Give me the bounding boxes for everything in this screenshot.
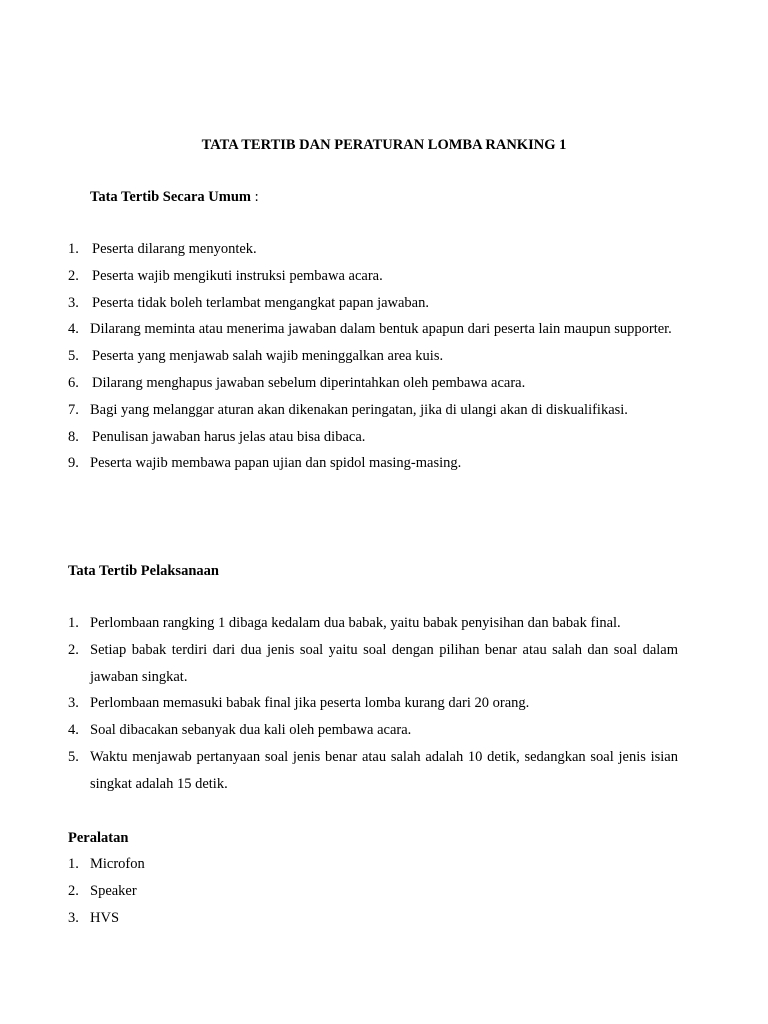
general-rules-list	[68, 236, 678, 477]
execution-rule-item	[68, 690, 678, 717]
list-item-text: Microfon	[90, 856, 145, 872]
list-item-text: Soal dibacakan sebanyak dua kali oleh pembawa acara.	[90, 722, 412, 739]
equipment-item	[68, 878, 678, 905]
equipment-item	[68, 851, 678, 878]
list-item-text: Bagi yang melanggar aturan akan dikenakan peringatan, jika di ulangi akan di diskualifikasi.	[90, 401, 628, 418]
general-rule-item	[68, 370, 678, 397]
list-number: 3.	[68, 294, 79, 311]
list-number: 4.	[68, 722, 79, 739]
general-rule-item	[68, 316, 678, 343]
execution-rule-item	[68, 744, 678, 798]
list-number: 2.	[68, 641, 79, 658]
equipment-item	[68, 905, 678, 932]
general-rules-heading-text: Tata Tertib Secara Umum	[90, 189, 251, 205]
list-item-text: Peserta wajib membawa papan ujian dan spidol masing-masing.	[90, 455, 462, 472]
equipment-list	[68, 851, 678, 931]
list-number: 4.	[68, 321, 79, 338]
equipment-heading: Peralatan	[68, 830, 129, 846]
document-title: TATA TERTIB DAN PERATURAN LOMBA RANKING 1	[201, 137, 567, 153]
list-number: 7.	[68, 401, 79, 418]
general-rule-item	[68, 236, 678, 263]
list-number: 8.	[68, 428, 79, 445]
list-item-text: Dilarang menghapus jawaban sebelum diperintahkan oleh pembawa acara.	[92, 374, 526, 391]
execution-rules-list	[68, 610, 678, 798]
list-number: 3.	[68, 695, 79, 712]
general-rule-item	[68, 263, 678, 290]
list-item-text: Peserta yang menjawab salah wajib meninggalkan area kuis.	[92, 348, 444, 365]
list-item-text: Peserta dilarang menyontek.	[92, 241, 257, 257]
list-number: 9.	[68, 455, 79, 472]
list-number: 2.	[68, 882, 79, 899]
list-item-text: Setiap babak terdiri dari dua jenis soal yaitu soal dengan pilihan benar atau salah dan soal dalam jawaban singkat.	[90, 641, 678, 685]
list-number: 1.	[68, 856, 79, 872]
list-number: 1.	[68, 615, 79, 631]
list-number: 2.	[68, 267, 79, 284]
general-rules-heading	[90, 188, 259, 206]
general-rule-item	[68, 397, 678, 424]
list-item-text: Peserta wajib mengikuti instruksi pembawa acara.	[92, 267, 383, 284]
general-rule-item	[68, 343, 678, 370]
list-item-text: Dilarang meminta atau menerima jawaban dalam bentuk apapun dari peserta lain maupun supporter.	[90, 321, 672, 338]
list-number: 1.	[68, 241, 79, 257]
list-item-text: Peserta tidak boleh terlambat mengangkat papan jawaban.	[92, 294, 429, 311]
general-rules-heading-colon: :	[250, 189, 259, 205]
list-item-text: HVS	[90, 909, 120, 926]
execution-rules-heading: Tata Tertib Pelaksanaan	[68, 563, 219, 579]
execution-rule-item	[68, 610, 678, 637]
list-number: 5.	[68, 748, 79, 765]
list-number: 6.	[68, 374, 79, 391]
list-item-text: Perlombaan memasuki babak final jika peserta lomba kurang dari 20 orang.	[90, 695, 530, 712]
general-rule-item	[68, 450, 678, 477]
general-rule-item	[68, 424, 678, 451]
list-number: 3.	[68, 909, 79, 926]
list-item-text: Penulisan jawaban harus jelas atau bisa dibaca.	[92, 428, 366, 445]
list-item-text: Speaker	[90, 882, 137, 899]
execution-rule-item	[68, 637, 678, 691]
list-number: 5.	[68, 348, 79, 365]
list-item-text: Waktu menjawab pertanyaan soal jenis benar atau salah adalah 10 detik, sedangkan soal jenis isian singkat adalah 15 detik.	[90, 748, 678, 792]
general-rule-item	[68, 290, 678, 317]
list-item-text: Perlombaan rangking 1 dibaga kedalam dua babak, yaitu babak penyisihan dan babak final.	[90, 615, 621, 631]
execution-rule-item	[68, 717, 678, 744]
